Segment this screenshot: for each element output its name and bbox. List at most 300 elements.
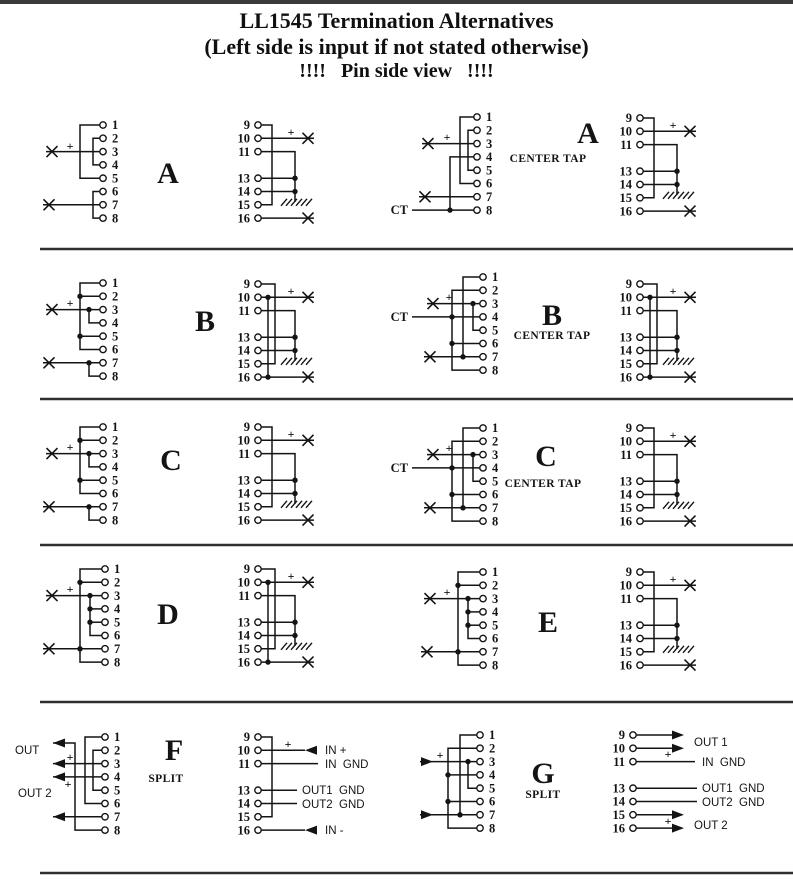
junction-dot [86,504,91,509]
pin-terminal [480,465,486,471]
pin-number: 11 [620,591,632,606]
junction-dot [465,609,470,614]
junction-dot [674,479,679,484]
junction-dot [449,314,454,319]
pin-terminal [100,477,106,483]
junction-dot [292,348,297,353]
pin-number: 11 [620,447,632,462]
pin-number: 9 [625,565,632,580]
wire [261,454,295,504]
polarity-plus: + [669,572,677,586]
pin-number: 1 [492,270,499,285]
diagram-f-right [238,730,369,837]
pin-terminal [255,659,261,665]
pin-terminal [637,518,643,524]
junction-dot [647,295,652,300]
pin-terminal [474,140,480,146]
junction-dot [87,593,92,598]
pin-terminal [102,734,108,740]
pin-terminal [480,569,486,575]
section-letter: D [157,598,179,631]
pin-number: 9 [618,728,625,743]
section-letter: E [537,606,559,639]
pin-number: 13 [619,330,632,345]
pin-terminal [637,582,643,588]
pin-number: 13 [237,330,250,345]
signal-arrow-icon [421,810,433,819]
junction-dot [447,207,452,212]
pin-number: 1 [489,728,496,743]
pin-terminal [102,827,108,833]
signal-label: IN GND [702,757,746,769]
signal-label: IN GND [325,759,369,771]
pin-number: 14 [612,794,625,809]
ground-icon [281,199,312,206]
pin-number: 9 [243,277,250,292]
pin-terminal [480,518,486,524]
diagram-b-ct-left [391,270,499,377]
pin-terminal [100,122,106,128]
pin-number: 8 [112,369,119,384]
junction-dot [265,580,270,585]
section-letter: G [531,757,555,790]
pin-number: 2 [492,283,499,298]
pin-number: 15 [237,198,250,212]
pin-number: 15 [237,357,250,371]
junction-dot [449,492,454,497]
junction-dot [465,623,470,628]
signal-label: OUT2 GND [302,799,365,811]
pin-terminal [637,361,643,367]
pin-number: 1 [114,562,121,577]
section-g-split [525,757,560,801]
wire [643,572,654,652]
wire [80,427,100,494]
signal-arrow-icon [53,759,65,768]
pin-terminal [637,374,643,380]
pin-number: 7 [486,190,493,204]
polarity-plus: + [445,441,453,455]
pin-terminal [477,758,483,764]
diagram-c-ct-right [620,421,697,528]
pin-number: 6 [112,342,119,357]
pin-number: 14 [237,796,250,811]
wire [80,283,100,350]
pin-terminal [480,622,486,628]
pin-number: 2 [486,123,493,138]
pin-terminal [255,361,261,367]
pin-number: 1 [492,565,499,580]
pin-terminal [255,734,261,740]
pin-number: 13 [612,781,625,796]
pin-terminal [100,450,106,456]
pin-terminal [480,300,486,306]
polarity-plus: + [664,814,672,828]
pin-terminal [474,114,480,120]
pin-number: 13 [619,618,632,633]
section-letter: C [160,444,182,477]
diagram-b-ct-right [620,277,697,384]
diagram-b-right [238,277,315,384]
junction-dot [470,452,475,457]
junction-dot [86,360,91,365]
pin-terminal [255,374,261,380]
ground-icon [663,358,694,365]
pin-number: 5 [486,163,493,178]
pin-terminal [102,579,108,585]
signal-label: CT [390,309,408,324]
pin-number: 6 [112,486,119,501]
pin-terminal [255,566,261,572]
signal-label: OUT1 GND [702,783,765,795]
pin-terminal [474,180,480,186]
pin-number: 15 [237,500,250,514]
pin-terminal [255,477,261,483]
wire [261,152,295,202]
junction-dot [265,374,270,379]
pin-terminal [637,451,643,457]
section-b [195,305,215,338]
pin-terminal [102,619,108,625]
section-sublabel: SPLIT [148,773,184,785]
wire [643,428,654,508]
pin-number: 10 [237,131,250,146]
pin-terminal [637,635,643,641]
pin-terminal [477,772,483,778]
junction-dot [674,169,679,174]
section-sublabel: SPLIT [525,789,561,801]
pin-number: 16 [237,513,250,528]
junction-dot [292,189,297,194]
polarity-plus: + [669,284,677,298]
junction-dot [457,812,462,817]
pin-terminal [474,207,480,213]
pin-number: 16 [237,211,250,226]
pin-number: 11 [238,446,250,461]
junction-dot [460,354,465,359]
polarity-plus: + [287,125,295,139]
pin-number: 9 [243,118,250,133]
junction-dot [449,341,454,346]
pin-terminal [637,347,643,353]
junction-dot [77,334,82,339]
pin-number: 11 [238,588,250,603]
ground-icon [663,192,694,199]
pin-terminal [637,307,643,313]
pin-number: 4 [112,316,119,331]
pin-number: 3 [112,446,119,461]
pin-number: 11 [238,144,250,159]
diagram-d-right [238,562,315,669]
pin-terminal [255,437,261,443]
signal-label: OUT 2 [694,820,728,832]
pin-number: 2 [112,131,119,146]
pin-number: 2 [489,741,496,756]
pin-number: 10 [619,578,632,593]
junction-dot [292,620,297,625]
pin-number: 11 [238,303,250,318]
section-a-center-tap [510,117,600,165]
junction-dot [292,633,297,638]
pin-number: 8 [112,211,119,226]
pin-number: 14 [619,343,632,358]
polarity-plus: + [436,748,444,762]
pin-number: 10 [237,743,250,758]
pin-terminal [477,825,483,831]
pin-number: 1 [112,420,119,435]
pin-terminal [100,148,106,154]
pin-number: 14 [237,486,250,501]
wire [643,455,677,505]
wire [261,427,272,507]
ground-icon [281,358,312,365]
pin-terminal [100,437,106,443]
junction-dot [465,596,470,601]
signal-arrow-icon [305,826,317,835]
pin-number: 15 [619,645,632,659]
pin-number: 3 [114,756,121,771]
wire [261,596,295,646]
pin-terminal [100,504,106,510]
pin-number: 7 [489,808,496,822]
pin-number: 5 [114,783,121,798]
signal-arrow-icon [53,739,65,748]
junction-dot [87,606,92,611]
signal-arrow-icon [672,810,684,819]
pin-terminal [480,595,486,601]
pin-terminal [100,162,106,168]
section-a [157,157,179,190]
section-letter: A [577,117,599,150]
pin-number: 1 [112,276,119,291]
pin-number: 6 [492,336,499,351]
pin-number: 5 [492,323,499,338]
diagram-a-right [238,118,315,225]
pin-number: 8 [489,821,496,836]
pin-terminal [102,814,108,820]
pin-terminal [637,505,643,511]
polarity-plus: + [66,139,74,153]
pin-terminal [637,569,643,575]
wire [93,750,102,790]
pin-number: 10 [619,290,632,305]
pin-terminal [100,280,106,286]
pin-number: 9 [625,421,632,436]
signal-label: IN - [325,825,344,837]
ground-icon [281,501,312,508]
pin-terminal [480,274,486,280]
junction-dot [77,438,82,443]
pin-number: 9 [243,420,250,435]
pin-terminal [255,450,261,456]
diagram-e-left [421,565,499,672]
pin-terminal [637,334,643,340]
pin-number: 5 [492,618,499,633]
pin-number: 6 [489,794,496,809]
polarity-plus: + [287,284,295,298]
pin-terminal [100,373,106,379]
pin-number: 15 [237,642,250,656]
pin-terminal [637,425,643,431]
wire [460,117,474,184]
junction-dot [77,478,82,483]
junction-dot [292,335,297,340]
diagram-a-left [43,118,119,225]
wire [643,599,677,649]
pin-number: 16 [619,514,632,529]
pin-terminal [637,294,643,300]
section-b-center-tap [514,299,591,342]
pin-terminal [100,424,106,430]
pin-terminal [637,128,643,134]
pin-terminal [477,745,483,751]
pin-terminal [630,732,636,738]
section-e [538,606,558,639]
junction-dot [445,799,450,804]
pin-terminal [480,340,486,346]
pin-terminal [100,135,106,141]
pin-terminal [637,622,643,628]
pin-number: 15 [619,501,632,515]
pin-number: 14 [237,628,250,643]
signal-label: OUT 2 [18,788,52,800]
pin-number: 8 [112,513,119,528]
pin-number: 9 [625,277,632,292]
section-c-center-tap [505,440,582,490]
pin-terminal [637,181,643,187]
pin-terminal [255,188,261,194]
pin-terminal [102,747,108,753]
pin-terminal [637,208,643,214]
signal-label: OUT1 GND [302,785,365,797]
section-f-split [148,734,183,785]
pin-terminal [480,327,486,333]
pin-terminal [100,202,106,208]
pin-number: 5 [112,171,119,186]
pin-terminal [255,294,261,300]
polarity-plus: + [66,750,74,764]
pin-number: 8 [492,658,499,673]
pin-number: 6 [112,184,119,199]
pin-terminal [102,566,108,572]
pin-number: 7 [112,198,119,212]
pin-terminal [102,659,108,665]
section-letter: C [535,440,557,473]
pin-terminal [474,167,480,173]
junction-dot [674,492,679,497]
signal-label: OUT [15,745,40,757]
pin-number: 8 [492,514,499,529]
pin-terminal [480,491,486,497]
pin-terminal [102,760,108,766]
pin-number: 4 [114,602,121,617]
pin-terminal [637,478,643,484]
doc-note: !!!! Pin side view !!!! [299,60,494,82]
pin-terminal [255,592,261,598]
pin-terminal [100,517,106,523]
pin-terminal [100,306,106,312]
pin-number: 4 [492,605,499,620]
diagram-f-left [15,730,121,837]
pin-number: 4 [489,768,496,783]
pin-terminal [255,646,261,652]
pin-terminal [255,504,261,510]
pin-number: 14 [237,184,250,199]
pin-number: 5 [112,473,119,488]
junction-dot [265,659,270,664]
signal-arrow-icon [672,731,684,740]
wire [468,130,474,170]
diagram-c-left [43,420,119,527]
junction-dot [455,583,460,588]
junction-dot [77,294,82,299]
pin-number: 9 [243,730,250,745]
pin-number: 3 [492,296,499,311]
diagram-a-ct-right [620,111,697,218]
pin-terminal [255,175,261,181]
doc-title: LL1545 Termination Alternatives [239,8,554,33]
pin-terminal [255,148,261,154]
pin-terminal [100,360,106,366]
diagram-b-left [43,276,119,383]
pin-terminal [255,135,261,141]
polarity-plus: + [287,569,295,583]
junction-dot [77,580,82,585]
signal-arrow-icon [672,824,684,833]
pin-terminal [255,281,261,287]
signal-arrow-icon [53,812,65,821]
pin-number: 11 [620,137,632,152]
pin-number: 7 [114,642,121,656]
pin-terminal [480,478,486,484]
pin-terminal [637,281,643,287]
diagram-e-right [620,565,697,672]
pin-number: 13 [237,473,250,488]
pin-number: 7 [492,501,499,515]
pin-terminal [477,732,483,738]
junction-dot [460,505,465,510]
junction-dot [77,646,82,651]
polarity-plus: + [664,747,672,761]
junction-dot [674,348,679,353]
diagram-d-left [43,562,121,669]
pin-number: 15 [237,810,250,824]
signal-label: OUT2 GND [702,797,765,809]
pin-terminal [480,609,486,615]
pin-number: 1 [492,421,499,436]
pin-terminal [255,800,261,806]
pin-terminal [480,635,486,641]
pin-terminal [255,334,261,340]
pin-terminal [255,307,261,313]
polarity-plus: + [669,118,677,132]
junction-dot [674,636,679,641]
pin-number: 5 [492,474,499,489]
pin-number: 1 [112,118,119,133]
pin-number: 8 [114,823,121,838]
pin-number: 16 [619,370,632,385]
pin-terminal [100,464,106,470]
pin-terminal [480,367,486,373]
diagram-a-ct-left [391,110,493,217]
polarity-plus: + [284,737,292,751]
ground-icon [281,643,312,650]
pin-terminal [630,812,636,818]
junction-dot [445,772,450,777]
pin-number: 13 [237,783,250,798]
pin-terminal [637,595,643,601]
pin-number: 2 [492,578,499,593]
